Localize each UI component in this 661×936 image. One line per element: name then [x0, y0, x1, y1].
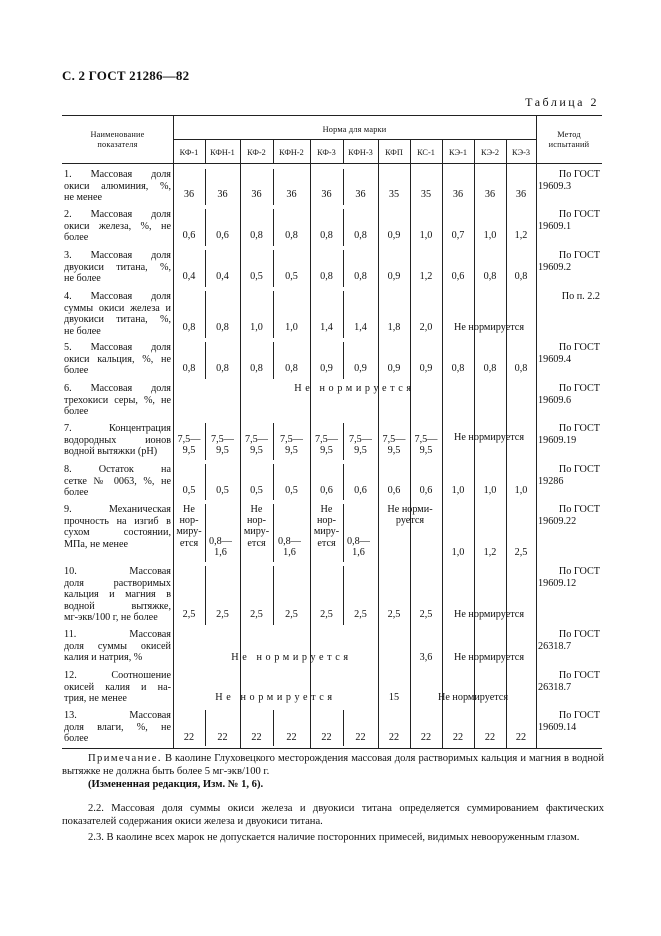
row-value: 1,6: [283, 547, 296, 559]
row-value: 0,8—: [209, 536, 232, 547]
row-value: 15: [388, 692, 400, 703]
row-method: 19609.4: [538, 353, 572, 365]
col-rule: [536, 116, 537, 163]
row-name: окисей калия и на-: [64, 681, 171, 693]
row-not-normed: ется: [317, 537, 336, 549]
row-value: 22: [183, 732, 195, 743]
row-value: 2,5: [514, 547, 528, 558]
row-value: 1,0: [419, 230, 433, 241]
row-not-normed: нор-: [179, 515, 199, 527]
row-value: 0,6: [387, 485, 401, 496]
mark-header: КЭ-1: [448, 148, 468, 157]
table-caption: Таблица 2: [525, 95, 599, 109]
row-name: двуокиси титана, %,: [64, 314, 171, 326]
row-method: По ГОСТ: [558, 670, 600, 681]
row-value: 0,8—: [347, 536, 370, 547]
row-value: 2,5: [182, 609, 196, 620]
row-name: 1. Массовая доля: [64, 169, 171, 180]
row-value: 0,8: [451, 363, 465, 374]
row-value: 9,5: [250, 445, 263, 456]
row-value: 7,5—: [245, 434, 268, 445]
row-value: 35: [420, 189, 432, 200]
row-name: не менее: [64, 192, 102, 204]
row-value: 22: [452, 732, 464, 743]
row-not-normed: руется: [395, 515, 425, 527]
row-not-normed: Не нормируется: [453, 652, 525, 663]
row-value: 2,5: [320, 609, 333, 620]
row-method: 19609.22: [538, 515, 577, 527]
row-value: 1,6: [214, 547, 227, 559]
note-text: В каолине Глуховецкого месторождения массовая доля растворимых кальция и магния в водной вытяжке не должна быть более 5 мг-экв/100 г.: [62, 753, 604, 777]
row-value: 36: [183, 189, 195, 200]
row-value: 0,8: [182, 322, 196, 333]
row-value: 2,5: [285, 609, 298, 620]
row-value: 0,5: [182, 485, 196, 496]
row-value: 36: [251, 189, 262, 200]
row-value: 1,0: [451, 485, 465, 496]
row-value: 36: [515, 189, 527, 200]
row-value: 0,8—: [278, 536, 301, 547]
row-value: 0,5: [285, 271, 298, 282]
row-not-normed: миру-: [176, 526, 202, 538]
mark-header: КС-1: [417, 148, 435, 157]
row-name: 4. Массовая доля: [64, 291, 171, 302]
row-value: 2,5: [354, 609, 367, 620]
row-value: 2,5: [387, 609, 401, 620]
row-name: 13. Массовая: [64, 710, 171, 721]
paragraph-2-2: 2.2. Массовая доля суммы окиси железа и двуокиси титана определяется суммированием фактических показателей содержания окиси железа и двуокиси титана.: [62, 803, 604, 827]
row-name: водородных ионов: [64, 434, 171, 446]
row-name: более: [64, 733, 89, 745]
row-name: доля растворимых: [64, 577, 171, 589]
mark-header: КФ-1: [179, 148, 199, 157]
row-method: По ГОСТ: [558, 250, 600, 261]
row-value: 1,2: [419, 271, 433, 282]
row-method: По ГОСТ: [558, 464, 600, 475]
row-method: По п. 2.2: [561, 291, 600, 302]
row-value: 1,4: [320, 322, 333, 333]
row-method: По ГОСТ: [558, 383, 600, 394]
row-not-normed: Не нормируется: [453, 609, 525, 620]
revision-note: (Измененная редакция, Изм. № 1, 6).: [88, 779, 264, 790]
row-not-normed: ется: [247, 537, 266, 549]
row-name: не более: [64, 325, 101, 337]
row-value: 0,8: [250, 230, 263, 241]
row-name: МПа, не менее: [64, 538, 129, 550]
row-value: 0,8: [182, 363, 196, 374]
row-value: 0,6: [354, 485, 367, 496]
row-value: 22: [321, 732, 332, 743]
row-value: 22: [420, 732, 432, 743]
header-bottom-rule: [62, 163, 602, 164]
row-value: 22: [355, 732, 366, 743]
row-not-normed: ется: [179, 537, 199, 549]
row-not-normed: Не норми-: [387, 504, 433, 515]
row-name: окиси кальция, %, не: [64, 353, 171, 365]
row-value: 9,5: [354, 445, 367, 456]
row-value: 7,5—: [177, 434, 201, 445]
row-value: 1,0: [483, 230, 497, 241]
row-name: более: [64, 232, 89, 244]
row-value: 2,5: [216, 609, 229, 620]
row-name: 6. Массовая доля: [64, 383, 171, 394]
row-value: 36: [452, 189, 464, 200]
row-name: 5. Массовая доля: [64, 342, 171, 353]
row-not-normed: миру-: [313, 526, 340, 538]
row-value: 0,5: [250, 271, 263, 282]
row-name: 2. Массовая доля: [64, 209, 171, 220]
row-method: По ГОСТ: [558, 209, 600, 220]
row-value: 0,9: [387, 363, 401, 374]
row-value: 0,8: [285, 230, 298, 241]
row-value: 3,6: [419, 652, 433, 663]
row-value: 7,5—: [315, 434, 338, 445]
row-value: 0,5: [250, 485, 263, 496]
row-value: 1,0: [285, 322, 298, 333]
row-value: 36: [217, 189, 228, 200]
row-value: 0,8: [514, 271, 528, 282]
row-name: двуокиси титана, %,: [64, 261, 171, 273]
row-value: 0,6: [451, 271, 465, 282]
row-name: 9. Механическая: [64, 504, 171, 515]
row-value: 1,8: [387, 322, 401, 333]
row-value: 0,8: [514, 363, 528, 374]
row-value: 36: [321, 189, 332, 200]
row-method: 19609.1: [538, 220, 572, 232]
row-name: не более: [64, 273, 101, 285]
row-value: 0,8: [216, 322, 229, 333]
mark-header: КЭ-3: [511, 148, 531, 157]
row-value: 0,8: [354, 271, 367, 282]
row-value: 0,7: [451, 230, 465, 241]
row-name: водной вытяжки (pH): [64, 446, 158, 458]
row-value: 0,9: [320, 363, 333, 374]
name-col-header: показателя: [97, 140, 138, 149]
row-name: трия, не менее: [64, 693, 127, 705]
row-method: По ГОСТ: [558, 566, 600, 577]
name-col-header: Наименование: [90, 130, 145, 139]
row-value: 1,0: [514, 485, 528, 496]
table-note: [62, 753, 604, 778]
row-name: доля влаги, %, не: [64, 721, 171, 733]
row-value: 0,8: [483, 363, 497, 374]
row-value: 7,5—: [280, 434, 303, 445]
row-value: 0,4: [216, 271, 229, 282]
row-value: 0,8: [354, 230, 367, 241]
row-value: 9,5: [285, 445, 298, 456]
row-value: 1,0: [250, 322, 263, 333]
row-value: 1,4: [354, 322, 367, 333]
row-method: 26318.7: [538, 681, 572, 693]
row-not-normed: Не: [183, 504, 195, 515]
row-name: прочность на изгиб в: [64, 515, 171, 527]
row-name: более: [64, 365, 89, 377]
row-value: 7,5—: [382, 434, 406, 445]
row-not-normed: нор-: [246, 515, 267, 527]
row-value: 0,9: [419, 363, 433, 374]
row-value: 2,5: [250, 609, 263, 620]
row-method: По ГОСТ: [558, 342, 600, 353]
method-col-header: испытаний: [548, 140, 590, 149]
row-value: 2,5: [419, 609, 433, 620]
row-not-normed: Не нормируется: [294, 383, 415, 394]
row-value: 7,5—: [349, 434, 372, 445]
page-header: С. 2 ГОСТ 21286—82: [62, 68, 190, 83]
row-not-normed: Не нормируется: [231, 652, 352, 663]
row-value: 0,8: [250, 363, 263, 374]
mark-header: КФН-3: [348, 148, 373, 157]
row-value: 0,8: [216, 363, 229, 374]
row-value: 0,8: [320, 271, 333, 282]
row-value: 0,5: [285, 485, 298, 496]
mark-header: КФ-3: [317, 148, 336, 157]
row-method: 19609.14: [538, 721, 577, 733]
row-value: 22: [388, 732, 400, 743]
row-value: 7,5—: [414, 434, 438, 445]
row-value: 1,0: [483, 485, 497, 496]
mark-header: КФП: [385, 148, 403, 157]
row-name: 10. Массовая: [64, 566, 171, 577]
row-value: 1,2: [483, 547, 497, 558]
row-name: трехокиси серы, %, не: [64, 394, 171, 406]
row-value: 9,5: [387, 445, 401, 456]
row-name: калия и натрия, %: [64, 652, 143, 664]
row-value: 9,5: [419, 445, 433, 456]
row-value: 1,2: [514, 230, 528, 241]
row-not-normed: Не нормируется: [453, 432, 525, 443]
row-name: 7. Концентрация: [64, 423, 171, 434]
row-method: 19609.6: [538, 394, 572, 406]
row-value: 0,4: [182, 271, 196, 282]
row-value: 0,9: [354, 363, 367, 374]
row-value: 0,8: [320, 230, 333, 241]
row-name: суммы окиси железа и: [64, 302, 171, 314]
row-name: 12. Соотношение: [64, 670, 171, 681]
row-value: 36: [484, 189, 496, 200]
row-method: 19286: [538, 475, 564, 487]
row-name: окиси алюминия, %,: [64, 180, 171, 192]
row-value: 0,5: [216, 485, 229, 496]
row-name: 11. Массовая: [64, 629, 171, 640]
row-value: 2,0: [419, 322, 433, 333]
row-value: 7,5—: [211, 434, 234, 445]
row-not-normed: Не нормируется: [215, 692, 336, 703]
row-method: По ГОСТ: [558, 504, 600, 515]
row-method: По ГОСТ: [558, 629, 600, 640]
method-col-header: Метод: [557, 130, 581, 139]
row-method: 19609.2: [538, 261, 572, 273]
row-name: 8. Остаток на: [64, 464, 171, 475]
row-value: 9,5: [182, 445, 196, 456]
row-value: 9,5: [320, 445, 333, 456]
row-name: водной вытяжке,: [64, 600, 171, 612]
row-name: 3. Массовая доля: [64, 250, 171, 261]
row-method: 19609.12: [538, 577, 577, 589]
row-value: 22: [515, 732, 527, 743]
row-method: 26318.7: [538, 640, 572, 652]
row-method: 19609.3: [538, 180, 572, 192]
row-value: 22: [217, 732, 228, 743]
row-method: По ГОСТ: [558, 423, 600, 434]
row-name: доля суммы окисей: [64, 640, 171, 652]
col-rule: [536, 163, 537, 748]
row-not-normed: Не нормируется: [437, 692, 509, 703]
norm-header-rule: [174, 139, 536, 140]
mark-header: КФН-2: [279, 148, 304, 157]
table-bottom-rule: [62, 748, 602, 749]
row-value: 22: [484, 732, 496, 743]
row-method: По ГОСТ: [558, 169, 600, 180]
row-method: 19609.19: [538, 434, 577, 446]
row-name: более: [64, 406, 89, 418]
row-value: 22: [251, 732, 262, 743]
row-value: 22: [286, 732, 297, 743]
row-value: 36: [286, 189, 297, 200]
norm-col-header: Норма для марки: [322, 125, 387, 134]
row-value: 9,5: [216, 445, 229, 456]
row-value: 0,9: [387, 271, 401, 282]
row-value: 0,6: [320, 485, 333, 496]
mark-header: КФ-2: [247, 148, 266, 157]
row-not-normed: Не: [250, 504, 263, 515]
note-label: Примечание.: [88, 753, 162, 764]
row-name: более: [64, 487, 89, 499]
row-value: 0,8: [483, 271, 497, 282]
row-name: сухом состоянии,: [64, 527, 171, 539]
row-value: 0,6: [216, 230, 229, 241]
row-not-normed: Не нормируется: [453, 322, 525, 333]
row-value: 1,0: [451, 547, 465, 558]
row-name: сетке № 0063, %, не: [64, 475, 171, 487]
mark-header: КФН-1: [210, 148, 235, 157]
row-value: 1,6: [352, 547, 365, 559]
row-value: 0,9: [387, 230, 401, 241]
row-name: кальция и магния в: [64, 589, 171, 601]
row-value: 35: [388, 189, 400, 200]
row-not-normed: миру-: [243, 526, 270, 538]
row-value: 0,8: [285, 363, 298, 374]
row-name: мг-экв/100 г, не более: [64, 612, 158, 624]
row-name: окиси железа, %, не: [64, 220, 171, 232]
row-value: 0,6: [419, 485, 433, 496]
row-not-normed: нор-: [316, 515, 337, 527]
row-value: 36: [355, 189, 366, 200]
row-not-normed: Не: [320, 504, 333, 515]
row-method: По ГОСТ: [558, 710, 600, 721]
paragraph-2-3: 2.3. В каолине всех марок не допускается наличие посторонних примесей, видимых невооруженным глазом.: [88, 832, 580, 843]
table-top-rule: [62, 115, 602, 116]
mark-header: КЭ-2: [480, 148, 500, 157]
row-value: 0,6: [182, 230, 196, 241]
